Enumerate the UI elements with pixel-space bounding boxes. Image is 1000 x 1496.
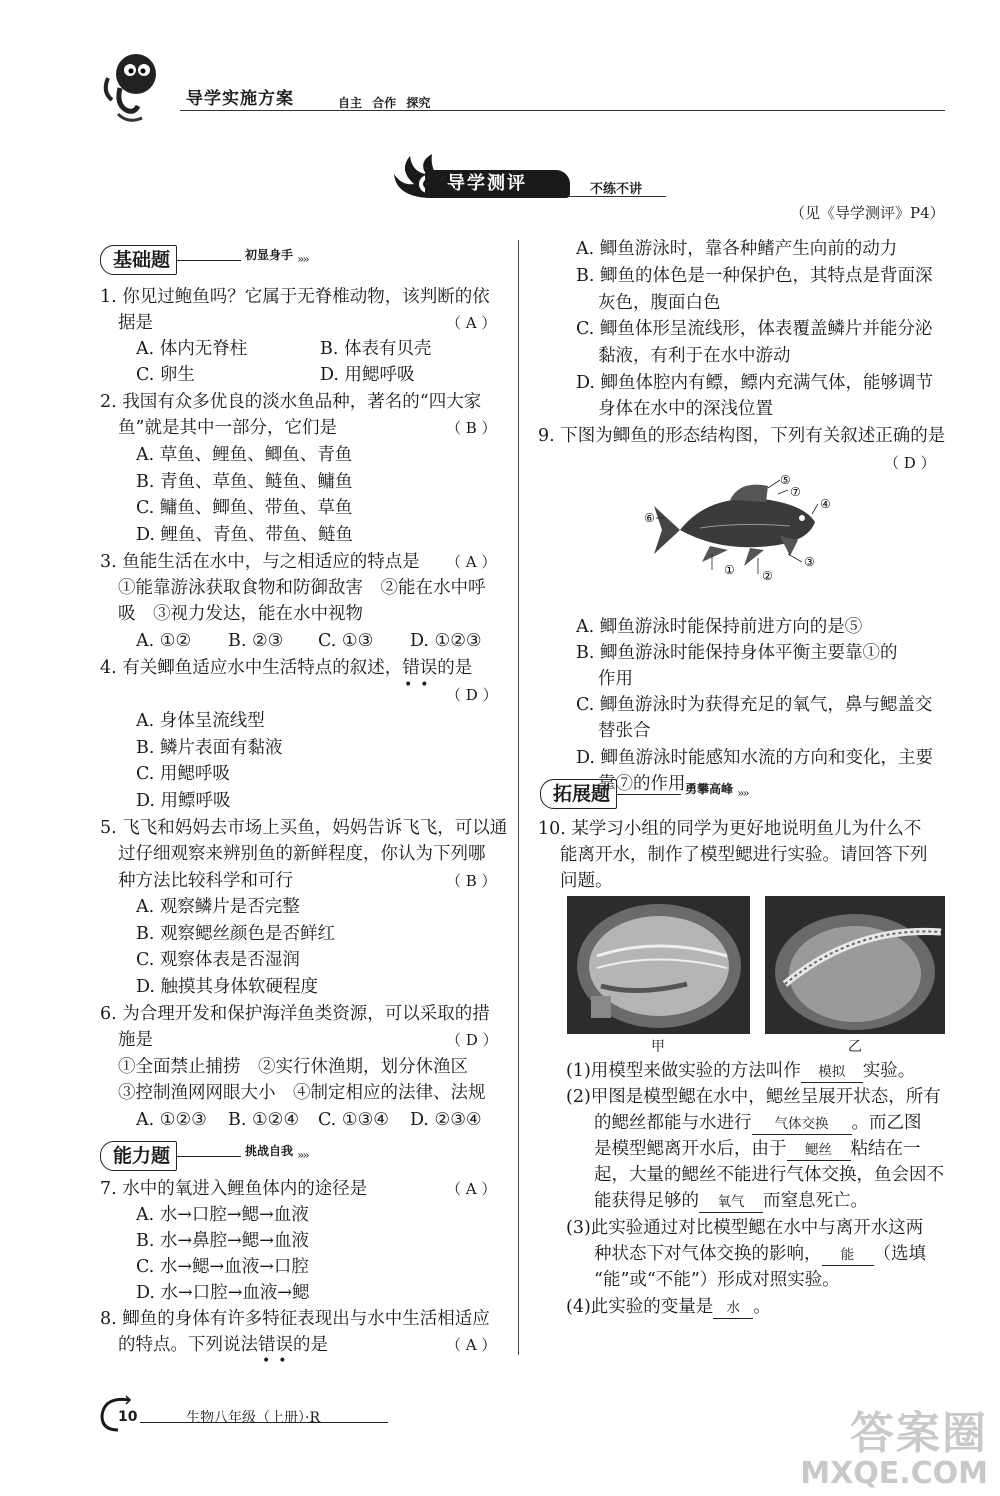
q8-option-d-line2: 身体在水中的深浅位置: [598, 399, 773, 419]
q10-line1: 10. 某学习小组的同学为更好地说明鱼儿为什么不: [538, 819, 922, 839]
q3-option-a: A. ①②: [136, 631, 192, 651]
q5-option-a: A. 观察鳞片是否完整: [136, 897, 300, 917]
q4-option-c: C. 用鳃呼吸: [136, 764, 230, 784]
q4-option-b: B. 鳞片表面有黏液: [136, 738, 283, 758]
q9-option-c-line1: C. 鲫鱼游泳时为获得充足的氧气，鼻与鳃盖交: [576, 695, 933, 715]
q1-line2: 据是: [118, 313, 153, 333]
q8-option-c-line2: 黏液，有利于在水中游动: [598, 346, 791, 366]
q10-s3-answer: 能: [822, 1245, 874, 1266]
q8-answer: （ A ）: [446, 1336, 497, 1354]
q9-option-c-line2: 替张合: [598, 721, 651, 741]
q10-s2-text-g: 能获得足够的: [594, 1191, 699, 1211]
q10-s1-answer: 模拟: [801, 1062, 863, 1083]
q6-line2: 施是: [118, 1030, 153, 1050]
q8-option-d-line1: D. 鲫鱼体腔内有鳔，鳔内充满气体，能够调节: [576, 373, 934, 393]
q8-option-b-line1: B. 鲫鱼的体色是一种保护色，其特点是背面深: [576, 266, 933, 286]
q7-option-b: B. 水→鼻腔→鳃→血液: [136, 1231, 309, 1251]
q10-s1-text-a: (1)用模型来做实验的方法叫作: [566, 1061, 801, 1081]
q10-s2-answer-2: 鳃丝: [787, 1140, 851, 1161]
q3-option-b: B. ②③: [228, 631, 284, 651]
q9-option-d-line1: D. 鲫鱼游泳时能感知水流的方向和变化，主要: [576, 748, 934, 768]
q3-option-c: C. ①③: [318, 631, 374, 651]
section-extend-title: 拓展题: [540, 779, 617, 809]
q10-s2-line5: [594, 1188, 868, 1215]
fish-label-1: ①: [724, 563, 735, 577]
q10-s2-text-h: 而窒息死亡。: [763, 1191, 868, 1211]
watermark: [800, 1410, 988, 1490]
emphasis-dots: ••: [404, 677, 437, 693]
section-ability-sub: 挑战自我: [245, 1144, 294, 1158]
q10-s4: [566, 1294, 771, 1321]
q7-option-c: C. 水→鳃→血液→口腔: [136, 1257, 309, 1277]
q1-line1: 1. 你见过鲍鱼吗？它属于无脊椎动物，该判断的依: [100, 287, 490, 307]
fish-label-2: ②: [762, 569, 773, 583]
photo-caption-1: 甲: [651, 1039, 665, 1055]
q1-option-a: A. 体内无脊柱: [136, 339, 248, 359]
q6-option-d: D. ②③④: [410, 1110, 482, 1130]
q5-option-b: B. 观察鳃丝颜色是否鲜红: [136, 924, 335, 944]
q10-s2-text-d: 是模型鳃离开水后，由于: [594, 1139, 787, 1159]
q6-answer: （ D ）: [446, 1031, 498, 1049]
q10-s4-text-b: 。: [753, 1297, 771, 1317]
q1-option-d: D. 用鳃呼吸: [320, 365, 415, 385]
page-number: 10: [118, 1409, 138, 1425]
q5-option-c: C. 观察体表是否湿润: [136, 950, 300, 970]
q10-s2-text-e: 粘结在一: [850, 1139, 921, 1159]
q6-line1: 6. 为合理开发和保护海洋鱼类资源，可以采取的措: [100, 1004, 490, 1024]
q9-option-d-line2: 靠⑦的作用: [598, 774, 686, 794]
q10-s2-line4: 起，大量的鳃丝不能进行气体交换，鱼会因不: [594, 1165, 944, 1185]
mascot-logo: [98, 48, 168, 126]
fish-label-4: ④: [820, 497, 831, 511]
q5-line3: 种方法比较科学和可行: [118, 871, 293, 891]
q10-s3-line3: “能”或“不能”）形成对照实验。: [594, 1270, 840, 1290]
fish-label-7: ⑦: [790, 485, 801, 499]
q10-s4-answer: 水: [713, 1298, 753, 1319]
q5-option-d: D. 触摸其身体软硬程度: [136, 977, 319, 997]
q6-option-b: B. ①②④: [228, 1110, 300, 1130]
q2-option-b: B. 青鱼、草鱼、鲢鱼、鳙鱼: [136, 472, 353, 492]
section-basic: [100, 242, 308, 275]
q2-option-c: C. 鳙鱼、鲫鱼、带鱼、草鱼: [136, 498, 353, 518]
q1-answer: （ A ）: [446, 314, 497, 332]
q7-answer: （ A ）: [446, 1180, 497, 1198]
q10-s2-line3: [594, 1136, 921, 1163]
q4-answer: （ D ）: [446, 686, 498, 704]
chevrons-icon: »»: [737, 786, 748, 800]
q4-line1: 4. 有关鲫鱼适应水中生活特点的叙述，错误的是: [100, 658, 473, 678]
fish-label-5: ⑤: [780, 473, 791, 487]
q10-s3-line1: (3)此实验通过对比模型鳃在水中与离开水这两: [566, 1218, 924, 1238]
q3-line2: ①能靠游泳获取食物和防御敌害 ②能在水中呼: [118, 578, 486, 598]
photo-model-gill-out-of-water: [765, 896, 945, 1034]
q4-option-a: A. 身体呈流线型: [136, 711, 265, 731]
q5-answer: （ B ）: [446, 872, 497, 890]
section-basic-title: 基础题: [100, 245, 177, 275]
q10-s2-line1: (2)甲图是模型鳃在水中，鳃丝呈展开状态，所有: [566, 1087, 941, 1107]
q6-option-c: C. ①③④: [318, 1110, 389, 1130]
q3-line3: 吸 ③视力发达，能在水中视物: [118, 604, 363, 624]
q8-line1: 8. 鲫鱼的身体有许多特征表现出与水中生活相适应: [100, 1309, 490, 1329]
column-divider: [518, 240, 519, 1355]
watermark-line1: 答案圈: [850, 1408, 988, 1459]
fish-label-3: ③: [804, 555, 815, 569]
emphasis-dots: ••: [262, 1353, 295, 1369]
header-subtitle: 自主 合作 探究: [338, 96, 431, 110]
q7-line1: 7. 水中的氧进入鲤鱼体内的途径是: [100, 1179, 368, 1199]
q6-line3: ①全面禁止捕捞 ②实行休渔期，划分休渔区: [118, 1057, 468, 1077]
chevrons-icon: »»: [297, 252, 308, 266]
section-ability: [100, 1138, 308, 1171]
q2-option-a: A. 草鱼、鲤鱼、鲫鱼、青鱼: [136, 445, 353, 465]
q1-option-c: C. 卵生: [136, 365, 195, 385]
watermark-line2: MXQE.COM: [800, 1456, 988, 1491]
chevrons-icon: »»: [297, 1148, 308, 1162]
section-extend: [540, 776, 748, 809]
q10-s3-line2: [594, 1241, 926, 1268]
q9-line1: 9. 下图为鲫鱼的形态结构图，下列有关叙述正确的是: [538, 426, 946, 446]
q10-s4-text-a: (4)此实验的变量是: [566, 1297, 714, 1317]
q10-s2-text-b: 的鳃丝都能与水进行: [594, 1113, 752, 1133]
q10-s2-answer-3: 氧气: [699, 1192, 763, 1213]
q8-line2: 的特点。下列说法错误的是: [118, 1335, 328, 1355]
q8-option-a: A. 鲫鱼游泳时，靠各种鳍产生向前的动力: [576, 239, 898, 259]
q8-option-b-line2: 灰色，腹面白色: [598, 293, 721, 313]
q10-s2-answer-1: 气体交换: [752, 1114, 852, 1135]
q10-s1: [566, 1058, 915, 1085]
section-dash: [177, 260, 241, 261]
header-rule: [180, 110, 945, 111]
q2-option-d: D. 鲤鱼、青鱼、带鱼、鲢鱼: [136, 525, 354, 545]
section-banner: 导学测评: [425, 170, 570, 198]
q7-option-d: D. 水→口腔→血液→鳃: [136, 1283, 310, 1303]
q10-line2: 能离开水，制作了模型鳃进行实验。请回答下列: [560, 845, 928, 865]
q2-line2: 鱼”就是其中一部分，它们是: [118, 418, 337, 438]
q3-answer: （ A ）: [446, 553, 497, 571]
q10-s3-text-b: 种状态下对气体交换的影响，: [594, 1244, 822, 1264]
q2-answer: （ B ）: [446, 419, 497, 437]
footer-rule: [140, 1422, 388, 1423]
q9-option-a: A. 鲫鱼游泳时能保持前进方向的是⑤: [576, 617, 863, 637]
fish-label-6: ⑥: [644, 511, 655, 525]
q3-option-d: D. ①②③: [410, 631, 482, 651]
q10-s2-text-c: 。而乙图: [851, 1113, 922, 1133]
q8-option-c-line1: C. 鲫鱼体形呈流线形，体表覆盖鳞片并能分泌: [576, 319, 933, 339]
photo-model-gill-in-water: [567, 896, 750, 1034]
q10-s3-text-c: （选填: [873, 1244, 926, 1264]
q9-option-b-line1: B. 鲫鱼游泳时能保持身体平衡主要靠①的: [576, 643, 898, 663]
header-title: 导学实施方案: [186, 89, 294, 109]
q1-option-b: B. 体表有贝壳: [320, 339, 432, 359]
q6-option-a: A. ①②③: [136, 1110, 207, 1130]
section-basic-sub: 初显身手: [245, 248, 294, 262]
photo-caption-2: 乙: [848, 1039, 862, 1055]
section-dash: [177, 1156, 241, 1157]
section-ability-title: 能力题: [100, 1141, 177, 1171]
q2-line1: 2. 我国有众多优良的淡水鱼品种，著名的“四大家: [100, 392, 482, 412]
q10-s1-text-b: 实验。: [862, 1061, 916, 1081]
section-extend-sub: 勇攀高峰: [685, 782, 734, 796]
q5-line2: 过仔细观察来辨别鱼的新鲜程度，你认为下列哪: [118, 844, 486, 864]
q6-line4: ③控制渔网网眼大小 ④制定相应的法律、法规: [118, 1083, 486, 1103]
q9-option-b-line2: 作用: [598, 669, 633, 689]
reference-note: （见《导学测评》P4）: [790, 204, 945, 222]
footer-book-title: 生物八年级（上册）·R: [186, 1410, 320, 1426]
q3-line1: 3. 鱼能生活在水中，与之相适应的特点是: [100, 552, 420, 572]
carp-diagram: [640, 470, 835, 585]
q10-line3: 问题。: [560, 871, 613, 891]
banner-subtitle: 不练不讲: [590, 182, 643, 197]
banner-rule: [568, 196, 666, 197]
q4-option-d: D. 用鳔呼吸: [136, 791, 231, 811]
q5-line1: 5. 飞飞和妈妈去市场上买鱼，妈妈告诉飞飞，可以通: [100, 818, 508, 838]
q10-s2-line2: [594, 1110, 922, 1137]
section-dash: [617, 794, 681, 795]
q7-option-a: A. 水→口腔→鳃→血液: [136, 1205, 309, 1225]
q9-answer: （ D ）: [884, 454, 936, 472]
